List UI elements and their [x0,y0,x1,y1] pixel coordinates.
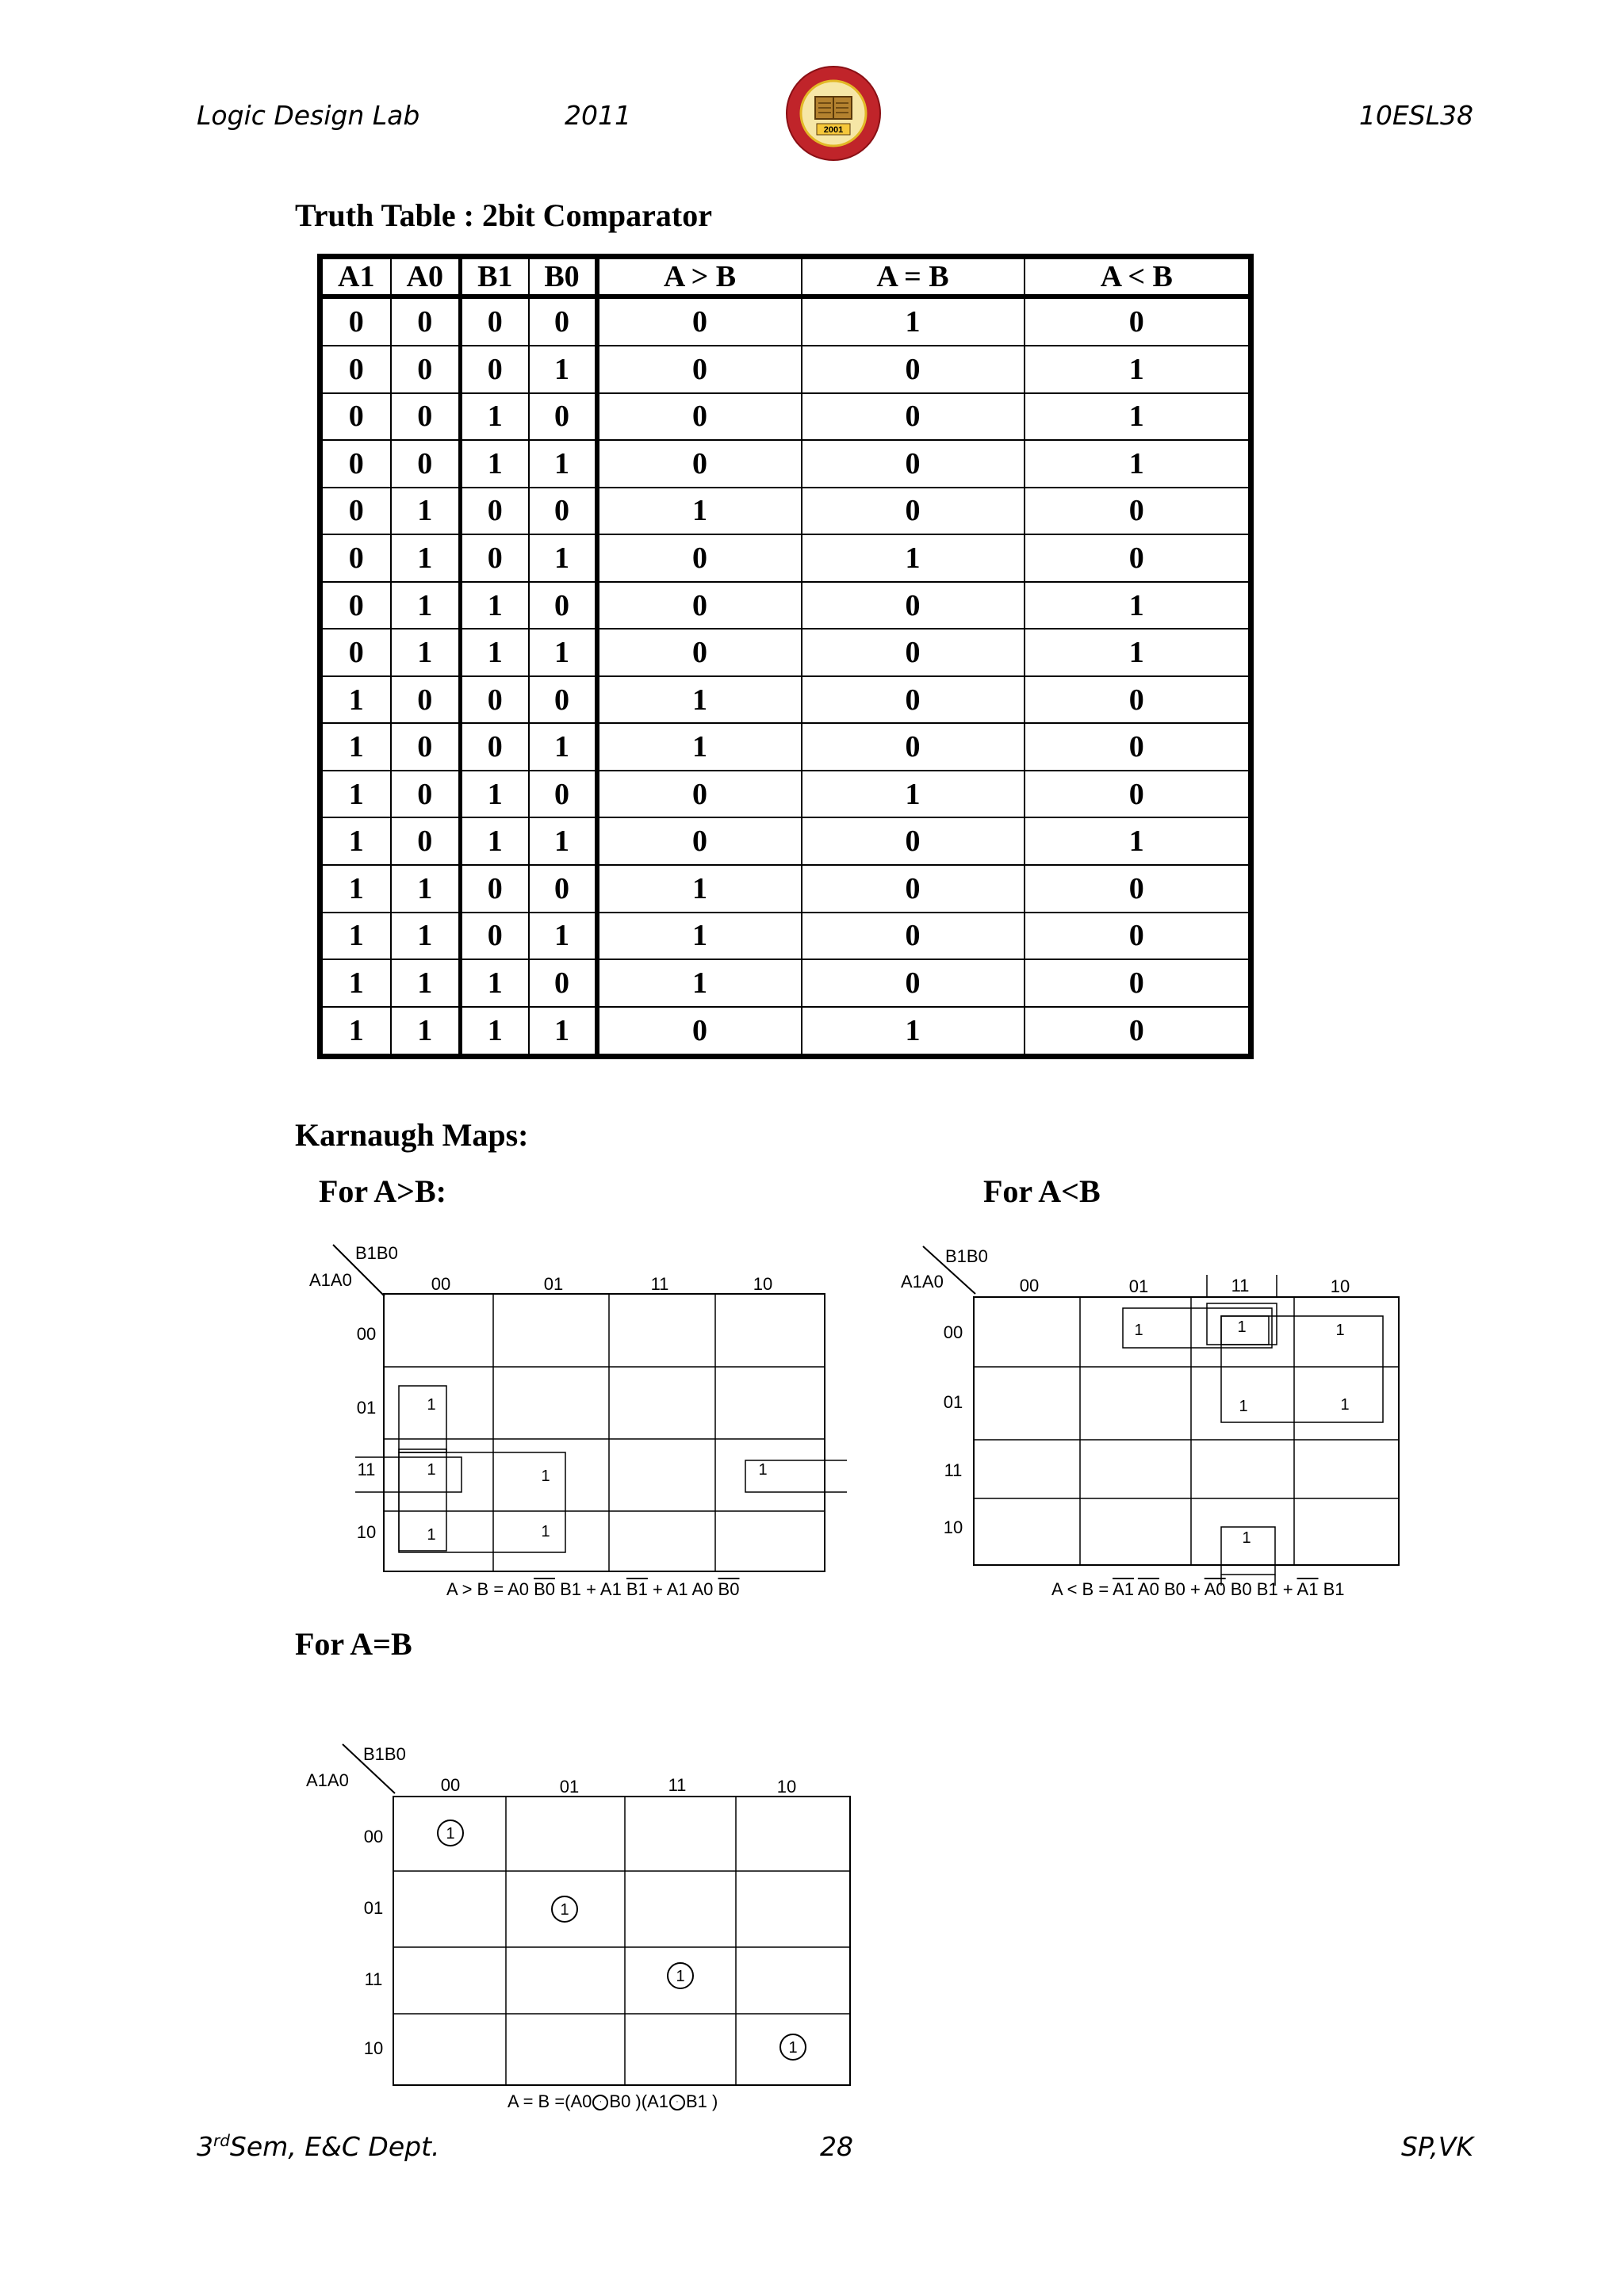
table-cell: 1 [320,865,391,913]
kmap-row-code: 01 [363,1898,384,1918]
table-cell: 0 [802,346,1025,393]
table-cell: 1 [529,723,597,771]
table-cell: 1 [391,959,461,1007]
col-header-a-lt-b: A < B [1025,257,1251,297]
table-cell: 1 [1025,817,1251,865]
table-cell: 0 [1025,676,1251,724]
table-cell: 1 [802,297,1025,346]
table-cell: 0 [802,817,1025,865]
table-cell: 1 [461,771,529,818]
table-row [320,488,1251,535]
table-row [320,629,1251,676]
table-row [320,771,1251,818]
col-header-b1: B1 [461,257,529,297]
table-cell: 1 [529,1007,597,1057]
table-cell: 1 [802,771,1025,818]
table-cell: 1 [461,959,529,1007]
table-cell: 0 [597,1007,802,1057]
kmap-a-lt-b [888,1237,1411,1609]
kmap-cell-one: 1 [1134,1322,1143,1339]
kmap-cell-one: 1 [758,1461,768,1479]
logo-year: 2001 [823,125,844,135]
table-cell: 0 [529,488,597,535]
kmap-cell-one: 1 [1335,1322,1345,1339]
table-cell: 0 [802,629,1025,676]
kmap-row-code: 11 [364,1969,383,1989]
table-cell: 0 [802,676,1025,724]
table-row [320,913,1251,960]
table-row [320,1007,1251,1057]
table-cell: 0 [320,534,391,582]
kmap-col-code: 01 [559,1777,580,1797]
table-cell: 1 [529,534,597,582]
kmap-row-var: A1A0 [901,1272,944,1292]
table-cell: 0 [529,297,597,346]
table-cell: 1 [529,817,597,865]
kmap-cell-one: 1 [1340,1396,1350,1414]
table-cell: 0 [320,440,391,488]
table-cell: 0 [529,676,597,724]
kmap-col-code: 11 [650,1274,669,1294]
kmap-gt-label: For A>B: [319,1173,446,1209]
kmap-col-code: 00 [1019,1276,1040,1295]
col-header-a1: A1 [320,257,391,297]
table-cell: 0 [529,865,597,913]
table-cell: 0 [461,913,529,960]
table-cell: 0 [529,771,597,818]
table-cell: 1 [1025,346,1251,393]
table-cell: 0 [597,817,802,865]
table-cell: 0 [529,393,597,441]
kmap-gt-equation: A > B = A0 B0 B1 + A1 B1 + A1 A0 B0 [446,1579,740,1599]
table-row [320,676,1251,724]
table-cell: 0 [1025,1007,1251,1057]
table-cell: 0 [391,440,461,488]
header-course-code: 10ESL38 [1358,100,1473,131]
table-cell: 0 [391,723,461,771]
table-cell: 1 [320,913,391,960]
kmap-col-var: B1B0 [355,1243,398,1263]
table-row [320,959,1251,1007]
kmap-col-code: 00 [440,1775,461,1795]
table-cell: 1 [391,488,461,535]
table-row [320,723,1251,771]
table-cell: 1 [391,629,461,676]
table-cell: 0 [391,817,461,865]
table-cell: 1 [597,676,802,724]
table-cell: 1 [802,534,1025,582]
table-cell: 0 [1025,865,1251,913]
table-cell: 0 [320,297,391,346]
kmap-col-var: B1B0 [363,1744,406,1764]
table-cell: 0 [1025,959,1251,1007]
kmap-cell-one: 1 [541,1468,550,1485]
kmap-cell-one: 1 [1242,1529,1251,1547]
col-header-b0: B0 [529,257,597,297]
kmap-a-eq-b [301,1736,872,2117]
table-cell: 1 [597,488,802,535]
table-cell: 0 [461,297,529,346]
kmap-row-code: 11 [944,1460,963,1480]
table-row [320,865,1251,913]
xnor-symbol: · [669,2095,685,2110]
kmaps-heading: Karnaugh Maps: [295,1117,529,1153]
table-cell: 0 [802,582,1025,629]
kmap-col-code: 01 [543,1274,564,1294]
kmap-col-var: B1B0 [945,1246,988,1266]
table-cell: 0 [1025,297,1251,346]
table-cell: 0 [320,488,391,535]
kmap-row-code: 01 [943,1392,963,1412]
kmap-row-code: 00 [363,1827,384,1846]
table-cell: 0 [1025,913,1251,960]
truth-table [317,254,1254,1059]
kmap-cell-one: 1 [1239,1398,1248,1415]
table-row [320,440,1251,488]
table-cell: 1 [597,913,802,960]
table-cell: 0 [597,582,802,629]
table-cell: 1 [391,1007,461,1057]
table-cell: 0 [1025,771,1251,818]
kmap-row-code: 10 [363,2038,384,2058]
table-cell: 0 [320,393,391,441]
table-cell: 0 [1025,488,1251,535]
kmap-cell-one: 1 [560,1901,569,1919]
kmap-row-code: 00 [356,1324,377,1344]
kmap-col-code: 10 [1330,1276,1350,1296]
footer-authors: SP,VK [1400,2131,1473,2162]
table-cell: 0 [320,629,391,676]
table-cell: 1 [1025,440,1251,488]
kmap-eq-label: For A=B [295,1626,412,1662]
table-row [320,817,1251,865]
table-cell: 0 [391,676,461,724]
kmap-row-var: A1A0 [306,1770,349,1790]
table-cell: 0 [597,771,802,818]
col-header-a-eq-b: A = B [802,257,1025,297]
table-cell: 1 [597,723,802,771]
kmap-cell-one: 1 [446,1825,455,1843]
kmap-row-code: 01 [356,1398,377,1418]
table-cell: 0 [461,865,529,913]
table-cell: 1 [529,346,597,393]
header-lab-title: Logic Design Lab [197,100,420,131]
table-cell: 0 [391,297,461,346]
col-header-a0: A0 [391,257,461,297]
kmap-col-code: 11 [668,1775,687,1795]
col-header-a-gt-b: A > B [597,257,802,297]
table-cell: 0 [461,488,529,535]
table-cell: 1 [391,913,461,960]
table-cell: 1 [320,817,391,865]
kmap-cell-one: 1 [427,1396,436,1414]
kmap-eq-equation: A = B =(A0 · B0 )(A1 · B1 ) [508,2091,718,2111]
table-cell: 0 [802,440,1025,488]
table-cell: 0 [802,723,1025,771]
kmap-lt-equation: A < B = A1 A0 B0 + A0 B0 B1 + A1 B1 [1051,1579,1345,1599]
table-cell: 1 [529,913,597,960]
table-cell: 0 [802,865,1025,913]
truth-table-title: Truth Table : 2bit Comparator [295,197,712,233]
kmap-cell-one: 1 [1237,1318,1247,1336]
table-cell: 1 [802,1007,1025,1057]
table-cell: 0 [391,346,461,393]
table-cell: 1 [320,771,391,818]
truth-table-header-row [320,257,1251,297]
table-cell: 1 [320,723,391,771]
table-cell: 1 [391,534,461,582]
table-cell: 0 [597,534,802,582]
table-cell: 1 [1025,582,1251,629]
table-cell: 1 [391,582,461,629]
table-cell: 0 [461,676,529,724]
table-cell: 1 [461,440,529,488]
table-row [320,297,1251,346]
table-cell: 1 [529,629,597,676]
table-cell: 0 [597,297,802,346]
table-cell: 1 [461,629,529,676]
table-cell: 1 [461,582,529,629]
kmap-cell-one: 1 [427,1526,436,1544]
table-cell: 1 [320,676,391,724]
table-cell: 0 [802,488,1025,535]
table-cell: 0 [320,346,391,393]
table-cell: 1 [1025,393,1251,441]
table-cell: 0 [597,440,802,488]
header-year: 2011 [565,100,631,131]
table-cell: 1 [461,817,529,865]
kmap-cell-one: 1 [788,2039,798,2057]
truth-table-body [320,297,1251,1057]
kmap-row-var: A1A0 [309,1270,352,1290]
table-cell: 0 [320,582,391,629]
table-cell: 0 [461,534,529,582]
kmap-cell-one: 1 [427,1461,436,1479]
table-cell: 0 [597,346,802,393]
table-row [320,582,1251,629]
table-cell: 1 [461,393,529,441]
table-cell: 1 [529,440,597,488]
kmap-col-code: 10 [776,1777,797,1797]
table-cell: 0 [391,771,461,818]
table-row [320,534,1251,582]
table-cell: 1 [461,1007,529,1057]
table-cell: 0 [597,393,802,441]
kmap-col-code: 00 [431,1274,451,1294]
table-row [320,393,1251,441]
table-cell: 1 [320,1007,391,1057]
table-cell: 0 [597,629,802,676]
table-cell: 0 [391,393,461,441]
kmap-cell-one: 1 [676,1968,685,1985]
table-row [320,346,1251,393]
table-cell: 1 [1025,629,1251,676]
table-cell: 0 [529,959,597,1007]
kmap-lt-label: For A<B [983,1173,1101,1209]
kmap-cell-one: 1 [541,1523,550,1540]
kmap-a-gt-b [301,1237,856,1609]
table-cell: 0 [802,393,1025,441]
table-cell: 0 [802,959,1025,1007]
table-cell: 0 [461,346,529,393]
kmap-col-code: 01 [1128,1276,1149,1296]
footer-page-number: 28 [820,2131,853,2162]
table-cell: 1 [391,865,461,913]
table-cell: 1 [320,959,391,1007]
kmap-col-code: 10 [753,1274,773,1294]
table-cell: 0 [461,723,529,771]
kmap-row-code: 00 [943,1322,963,1342]
table-cell: 0 [802,913,1025,960]
college-logo [785,65,882,162]
xnor-symbol: · [592,2095,608,2110]
kmap-row-code: 10 [943,1517,963,1537]
kmap-row-code: 11 [357,1460,376,1479]
table-cell: 1 [597,865,802,913]
table-cell: 0 [1025,534,1251,582]
table-cell: 0 [529,582,597,629]
kmap-row-code: 10 [356,1522,377,1542]
table-cell: 1 [597,959,802,1007]
kmap-col-code: 11 [1231,1276,1250,1295]
table-cell: 0 [1025,723,1251,771]
footer-semester: 3rdSem, E&C Dept. [197,2131,440,2162]
